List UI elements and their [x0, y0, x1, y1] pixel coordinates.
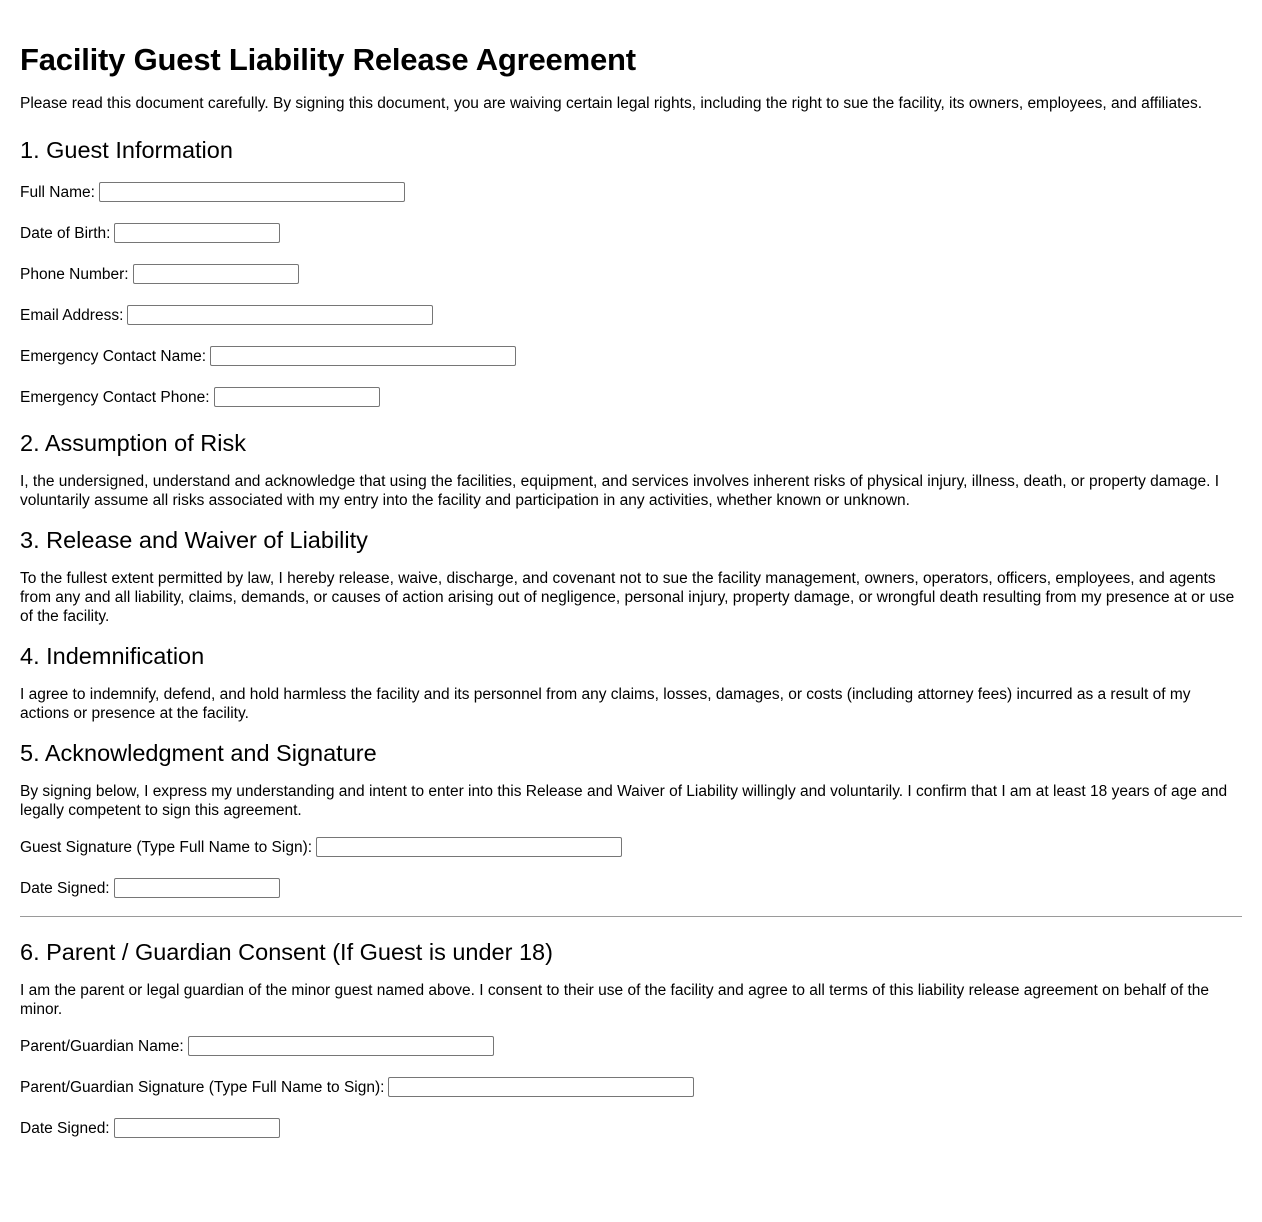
- section-heading-indemnification: 4. Indemnification: [20, 643, 205, 669]
- guardian-name-label: Parent/Guardian Name:: [20, 1037, 184, 1055]
- field-row-phone-number: [20, 263, 1242, 285]
- guest-date-signed-label: Date Signed:: [20, 879, 110, 897]
- field-row-emergency-contact-phone: [20, 386, 1242, 408]
- emergency-contact-phone-label: Emergency Contact Phone:: [20, 388, 210, 406]
- guest-signature-label: Guest Signature (Type Full Name to Sign):: [20, 838, 313, 856]
- intro-text: Please read this document carefully. By signing this document, you are waiving certain legal rights, including the right to sue the facility, its owners, employees, and affiliates.: [20, 95, 1203, 112]
- emergency-contact-name-input[interactable]: [210, 346, 516, 366]
- section-heading-guest-information: 1. Guest Information: [20, 137, 233, 163]
- page-title: Facility Guest Liability Release Agreement: [20, 42, 636, 77]
- acknowledgment-text: By signing below, I express my understanding and intent to enter into this Release and Waiver of Liability willingly and voluntarily. I confirm that I am at least 18 years of age and legally competent to sign this agreement.: [20, 783, 1228, 819]
- guest-signature-input[interactable]: [316, 837, 622, 857]
- guest-date-signed-input[interactable]: [114, 878, 280, 898]
- emergency-contact-phone-input[interactable]: [214, 387, 380, 407]
- section-heading-assumption-of-risk: 2. Assumption of Risk: [20, 430, 246, 456]
- guardian-name-input[interactable]: [188, 1036, 494, 1056]
- emergency-contact-name-label: Emergency Contact Name:: [20, 347, 207, 365]
- release-and-waiver-text: To the fullest extent permitted by law, I hereby release, waive, discharge, and covenant not to sue the facility management, owners, operators, officers, employees, and agents from any and all liability, claims, demands, or causes of action arising out of negligence, personal injury, property damage, or wrongful death resulting from my presence at or use of the facility.: [20, 570, 1235, 625]
- field-row-guardian-name: [20, 1035, 1242, 1057]
- date-of-birth-label: Date of Birth:: [20, 224, 111, 242]
- phone-number-input[interactable]: [133, 264, 299, 284]
- guardian-date-signed-label: Date Signed:: [20, 1119, 110, 1137]
- field-row-emergency-contact-name: [20, 345, 1242, 367]
- section-divider: [20, 916, 1242, 917]
- section-heading-parent-guardian-consent: 6. Parent / Guardian Consent (If Guest is under 18): [20, 939, 553, 965]
- field-row-date-of-birth: [20, 222, 1242, 244]
- field-row-full-name: [20, 181, 1242, 203]
- field-row-guest-date-signed: [20, 877, 1242, 899]
- email-address-input[interactable]: [127, 305, 433, 325]
- email-address-label: Email Address:: [20, 306, 124, 324]
- section-heading-release-and-waiver: 3. Release and Waiver of Liability: [20, 527, 368, 553]
- phone-number-label: Phone Number:: [20, 265, 129, 283]
- field-row-email-address: [20, 304, 1242, 326]
- guardian-date-signed-input[interactable]: [114, 1118, 280, 1138]
- full-name-label: Full Name:: [20, 183, 95, 201]
- field-row-guardian-signature: [20, 1076, 1242, 1098]
- guardian-signature-input[interactable]: [388, 1077, 694, 1097]
- date-of-birth-input[interactable]: [114, 223, 280, 243]
- full-name-input[interactable]: [99, 182, 405, 202]
- guardian-consent-text: I am the parent or legal guardian of the minor guest named above. I consent to their use of the facility and agree to all terms of this liability release agreement on behalf of the minor.: [20, 982, 1210, 1018]
- field-row-guardian-date-signed: [20, 1117, 1242, 1139]
- assumption-of-risk-text: I, the undersigned, understand and acknowledge that using the facilities, equipment, and services involves inherent risks of physical injury, illness, death, or property damage. I voluntarily assume all risks associated with my entry into the facility and participation in any activities, whether known or unknown.: [20, 473, 1220, 509]
- indemnification-text: I agree to indemnify, defend, and hold harmless the facility and its personnel from any claims, losses, damages, or costs (including attorney fees) incurred as a result of my actions or presence at the facility.: [20, 686, 1191, 722]
- guardian-signature-label: Parent/Guardian Signature (Type Full Name to Sign):: [20, 1078, 385, 1096]
- section-heading-acknowledgment-and-signature: 5. Acknowledgment and Signature: [20, 740, 377, 766]
- field-row-guest-signature: [20, 836, 1242, 858]
